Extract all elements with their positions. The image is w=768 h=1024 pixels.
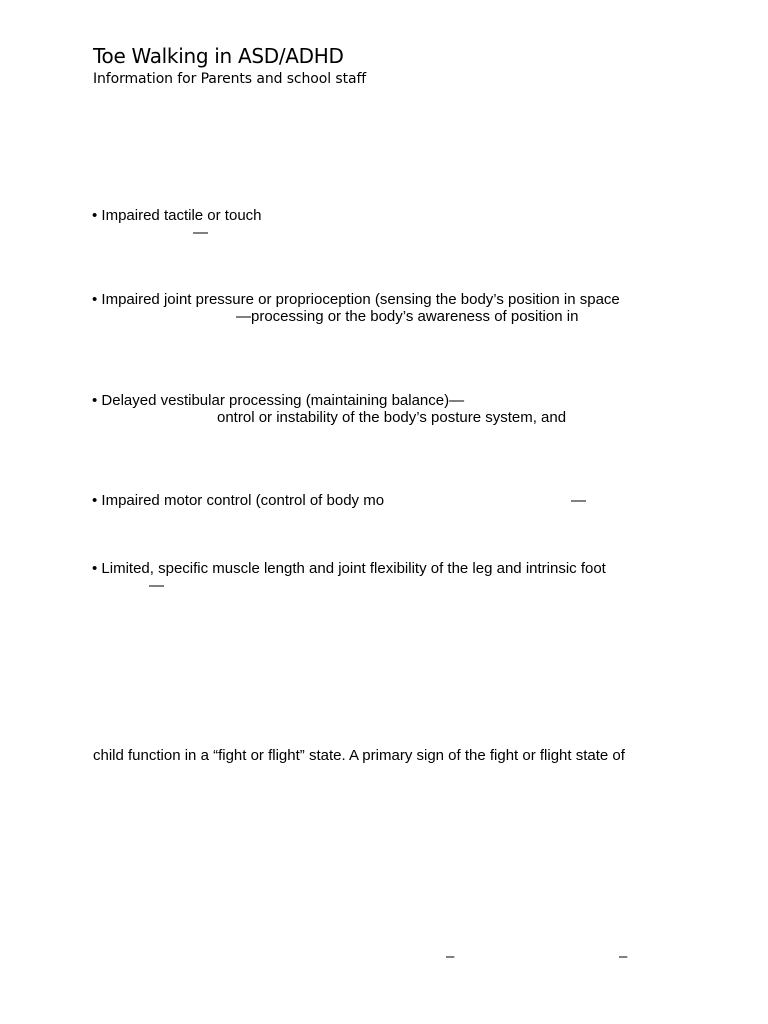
text-fragment: ontrol or instability of the body’s posture system, and [217, 409, 567, 426]
text-fragment: —processing or the body’s awareness of position in [236, 308, 579, 325]
bullet-tactile: • Impaired tactile or touch [92, 207, 262, 224]
paragraph-fight-or-flight: child function in a “fight or flight” state. A primary sign of the fight or flight state of [93, 747, 625, 764]
bullet-motor-control: • Impaired motor control (control of body mo [92, 492, 385, 509]
bullet-proprioception: • Impaired joint pressure or proprioception (sensing the body’s position in space [92, 291, 620, 308]
text-fragment: – [446, 948, 455, 965]
document-title: Toe Walking in ASD/ADHD [93, 44, 344, 68]
document-subtitle: Information for Parents and school staff [93, 71, 367, 87]
bullet-muscle-length: • Limited, specific muscle length and joint flexibility of the leg and intrinsic foot [92, 560, 606, 577]
text-fragment: — [193, 224, 208, 241]
text-fragment: — [149, 577, 164, 594]
bullet-vestibular: • Delayed vestibular processing (maintaining balance)— [92, 392, 465, 409]
text-fragment: – [619, 948, 628, 965]
text-fragment: — [571, 492, 586, 509]
